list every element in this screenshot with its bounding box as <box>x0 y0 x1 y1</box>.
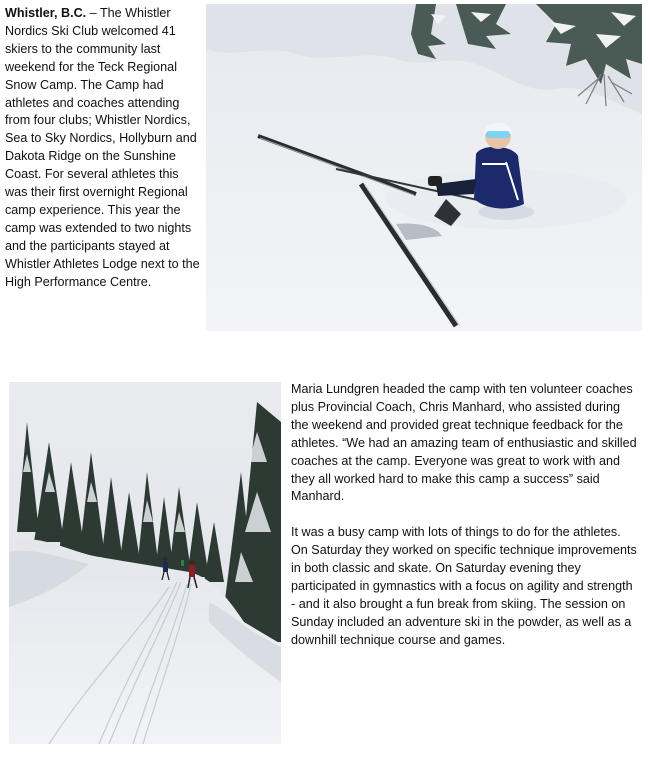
intro-paragraph <box>5 5 203 292</box>
photo-skier-in-snow <box>206 4 642 331</box>
paragraph-coaches: Maria Lundgren headed the camp with ten volunteer coaches plus Provincial Coach, Chris Manhard, who assisted during the weekend and provided great technique feedback for the athletes. “We had an amazing team of enthusiastic and skilled coaches at the camp. Everyone was great to work with and they all worked hard to make this camp a success” said Manhard. <box>291 382 637 504</box>
paragraph-activities: It was a busy camp with lots of things to do for the athletes. On Saturday they worked on specific technique improvements in both classic and skate. On Saturday evening they participated in gymnastics with a focus on agility and strength - and it also brought a fun break from skiing. The session on Sunday included an adventure ski in the powder, as well as a downhill technique course and games. <box>291 525 637 647</box>
dateline: Whistler, B.C. <box>5 6 87 20</box>
body-column <box>291 381 637 667</box>
photo-ski-trail <box>9 382 281 744</box>
intro-text: – The Whistler Nordics Ski Club welcomed 41 skiers to the community last weekend for the Teck Regional Snow Camp. The Camp had athletes and coaches attending from four clubs; Whistler Nordics, Sea to Sky Nordics, Hollyburn and Dakota Ridge on the Sunshine Coast. For several athletes this was their first overnight Regional camp experience. This year the camp was extended to two nights and the participants stayed at Whistler Athletes Lodge next to the High Performance Centre. <box>5 6 200 289</box>
